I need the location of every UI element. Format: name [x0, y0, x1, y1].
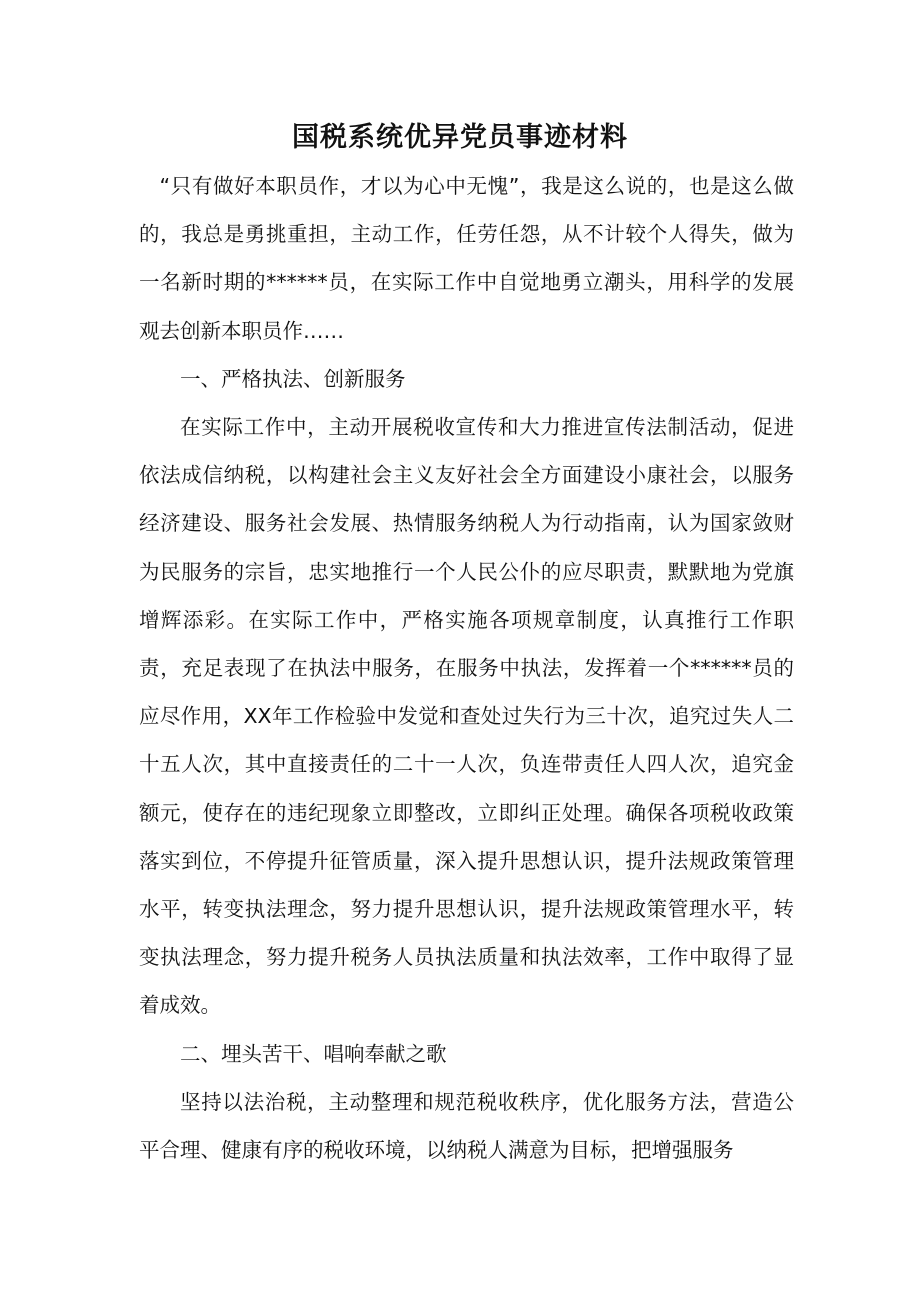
intro-paragraph: “只有做好本职员作，才以为心中无愧”，我是这么说的，也是这么做的，我总是勇挑重担，主动工作，任劳任怨，从不计较个人得失，做为一名新时期的******员，在实际工作中自觉地勇立潮头，用科学的发展观去创新本职员作…… [139, 174, 794, 343]
document-body [139, 162, 794, 1174]
section-1-paragraph: 在实际工作中，主动开展税收宣传和大力推进宣传法制活动，促进依法成信纳税，以构建社会主义友好社会全方面建设小康社会，以服务经济建设、服务社会发展、热情服务纳税人为行动指南，认为国家敛财为民服务的宗旨，忠实地推行一个人民公仆的应尽职责，默默地为党旗增辉添彩。在实际工作中，严格实施各项规章制度，认真推行工作职责，充足表现了在执法中服务，在服务中执法，发挥着一个******员的应尽作用，XX年工作检验中发觉和查处过失行为三十次，追究过失人二十五人次，其中直接责任的二十一人次，负连带责任人四人次，追究金额元，使存在的违纪现象立即整改，立即纠正处理。确保各项税收政策落实到位，不停提升征管质量，深入提升思想认识，提升法规政策管理水平，转变执法理念，努力提升思想认识，提升法规政策管理水平，转变执法理念，努力提升税务人员执法质量和执法效率，工作中取得了显着成效。 [139, 415, 794, 1018]
section-heading-2: 二、埋头苦干、唱响奉献之歌 [180, 1041, 447, 1066]
section-heading-1: 一、严格执法、创新服务 [180, 366, 406, 391]
document-title: 国税系统优异党员事迹材料 [292, 122, 628, 153]
section-2-paragraph: 坚持以法治税，主动整理和规范税收秩序，优化服务方法，营造公平合理、健康有序的税收环境，以纳税人满意为目标，把增强服务 [139, 1089, 794, 1163]
